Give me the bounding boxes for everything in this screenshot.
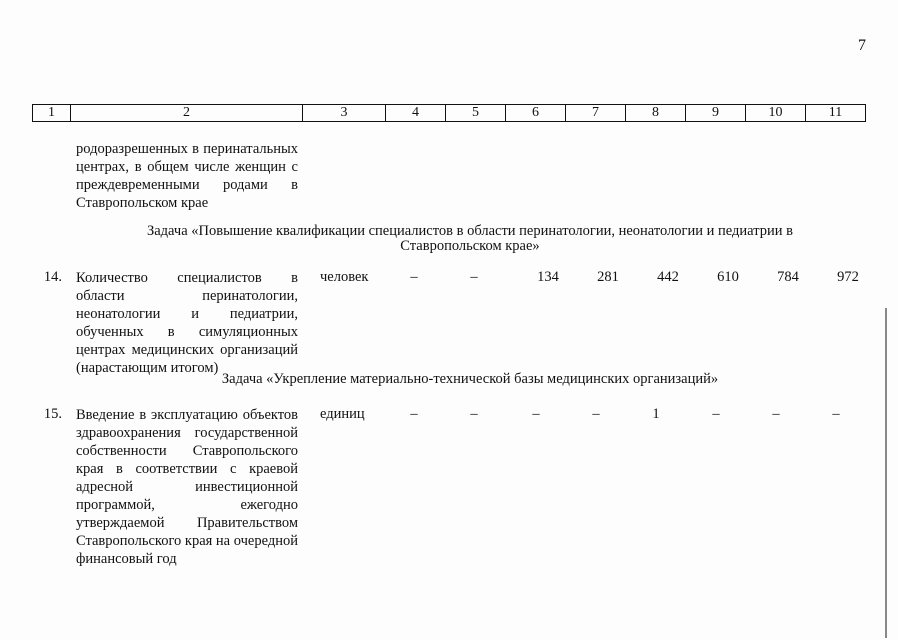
header-col-6: 6 [506, 105, 566, 122]
row-14-col-11: 972 [837, 269, 859, 285]
header-col-7: 7 [566, 105, 626, 122]
header-col-8: 8 [626, 105, 686, 122]
header-col-9: 9 [686, 105, 746, 122]
row-14-col-10: 784 [777, 269, 799, 285]
header-col-1: 1 [33, 105, 71, 122]
row-15-col-9: – [712, 406, 720, 422]
header-col-3: 3 [303, 105, 386, 122]
row-15-col-11: – [832, 406, 840, 422]
row-14-col-4: – [410, 269, 418, 285]
scan-edge-line [885, 308, 887, 638]
task-heading-infrastructure: Задача «Укрепление материально-технической базы медицинских организаций» [221, 371, 719, 387]
row-15-col-7: – [592, 406, 600, 422]
row-15-description: Введение в эксплуатацию объектов здравоохранения государственной собственности Ставропольского края в соответствии с краевой адресной инвестиционной программой, ежегодно утверждаемой Правительством Ставропольского края на очередной финансовый год [76, 407, 298, 567]
row-15-col-6: – [532, 406, 540, 422]
row-14-unit: человек [320, 269, 369, 285]
continuation-description: родоразрешенных в перинатальных центрах, в общем числе женщин с преждевременными родами в Ставропольском крае [76, 141, 298, 211]
row-14-col-7: 281 [597, 269, 619, 285]
row-15-unit: единиц [320, 406, 365, 422]
row-14-col-8: 442 [657, 269, 679, 285]
header-col-10: 10 [746, 105, 806, 122]
header-col-2: 2 [71, 105, 303, 122]
row-15-col-4: – [410, 406, 418, 422]
header-col-11: 11 [806, 105, 866, 122]
header-col-4: 4 [386, 105, 446, 122]
row-14-col-6: 134 [537, 269, 559, 285]
row-15-col-10: – [772, 406, 780, 422]
column-header-row [32, 104, 866, 122]
row-14-description: Количество специалистов в области перинатологии, неонатологии и педиатрии, обученных в симуляционных центрах медицинских организаций (нарастающим итогом) [76, 270, 298, 376]
row-14-col-5: – [470, 269, 478, 285]
row-15-col-5: – [470, 406, 478, 422]
task-heading-qualification: Задача «Повышение квалификации специалистов в области перинатологии, неонатологии и педиатрии в Ставропольском крае» [146, 223, 793, 254]
page-number: 7 [858, 37, 866, 54]
row-14-col-9: 610 [717, 269, 739, 285]
row-14-number: 14. [43, 269, 62, 285]
row-15-number: 15. [43, 406, 62, 422]
header-col-5: 5 [446, 105, 506, 122]
row-15-col-8: 1 [652, 406, 660, 422]
